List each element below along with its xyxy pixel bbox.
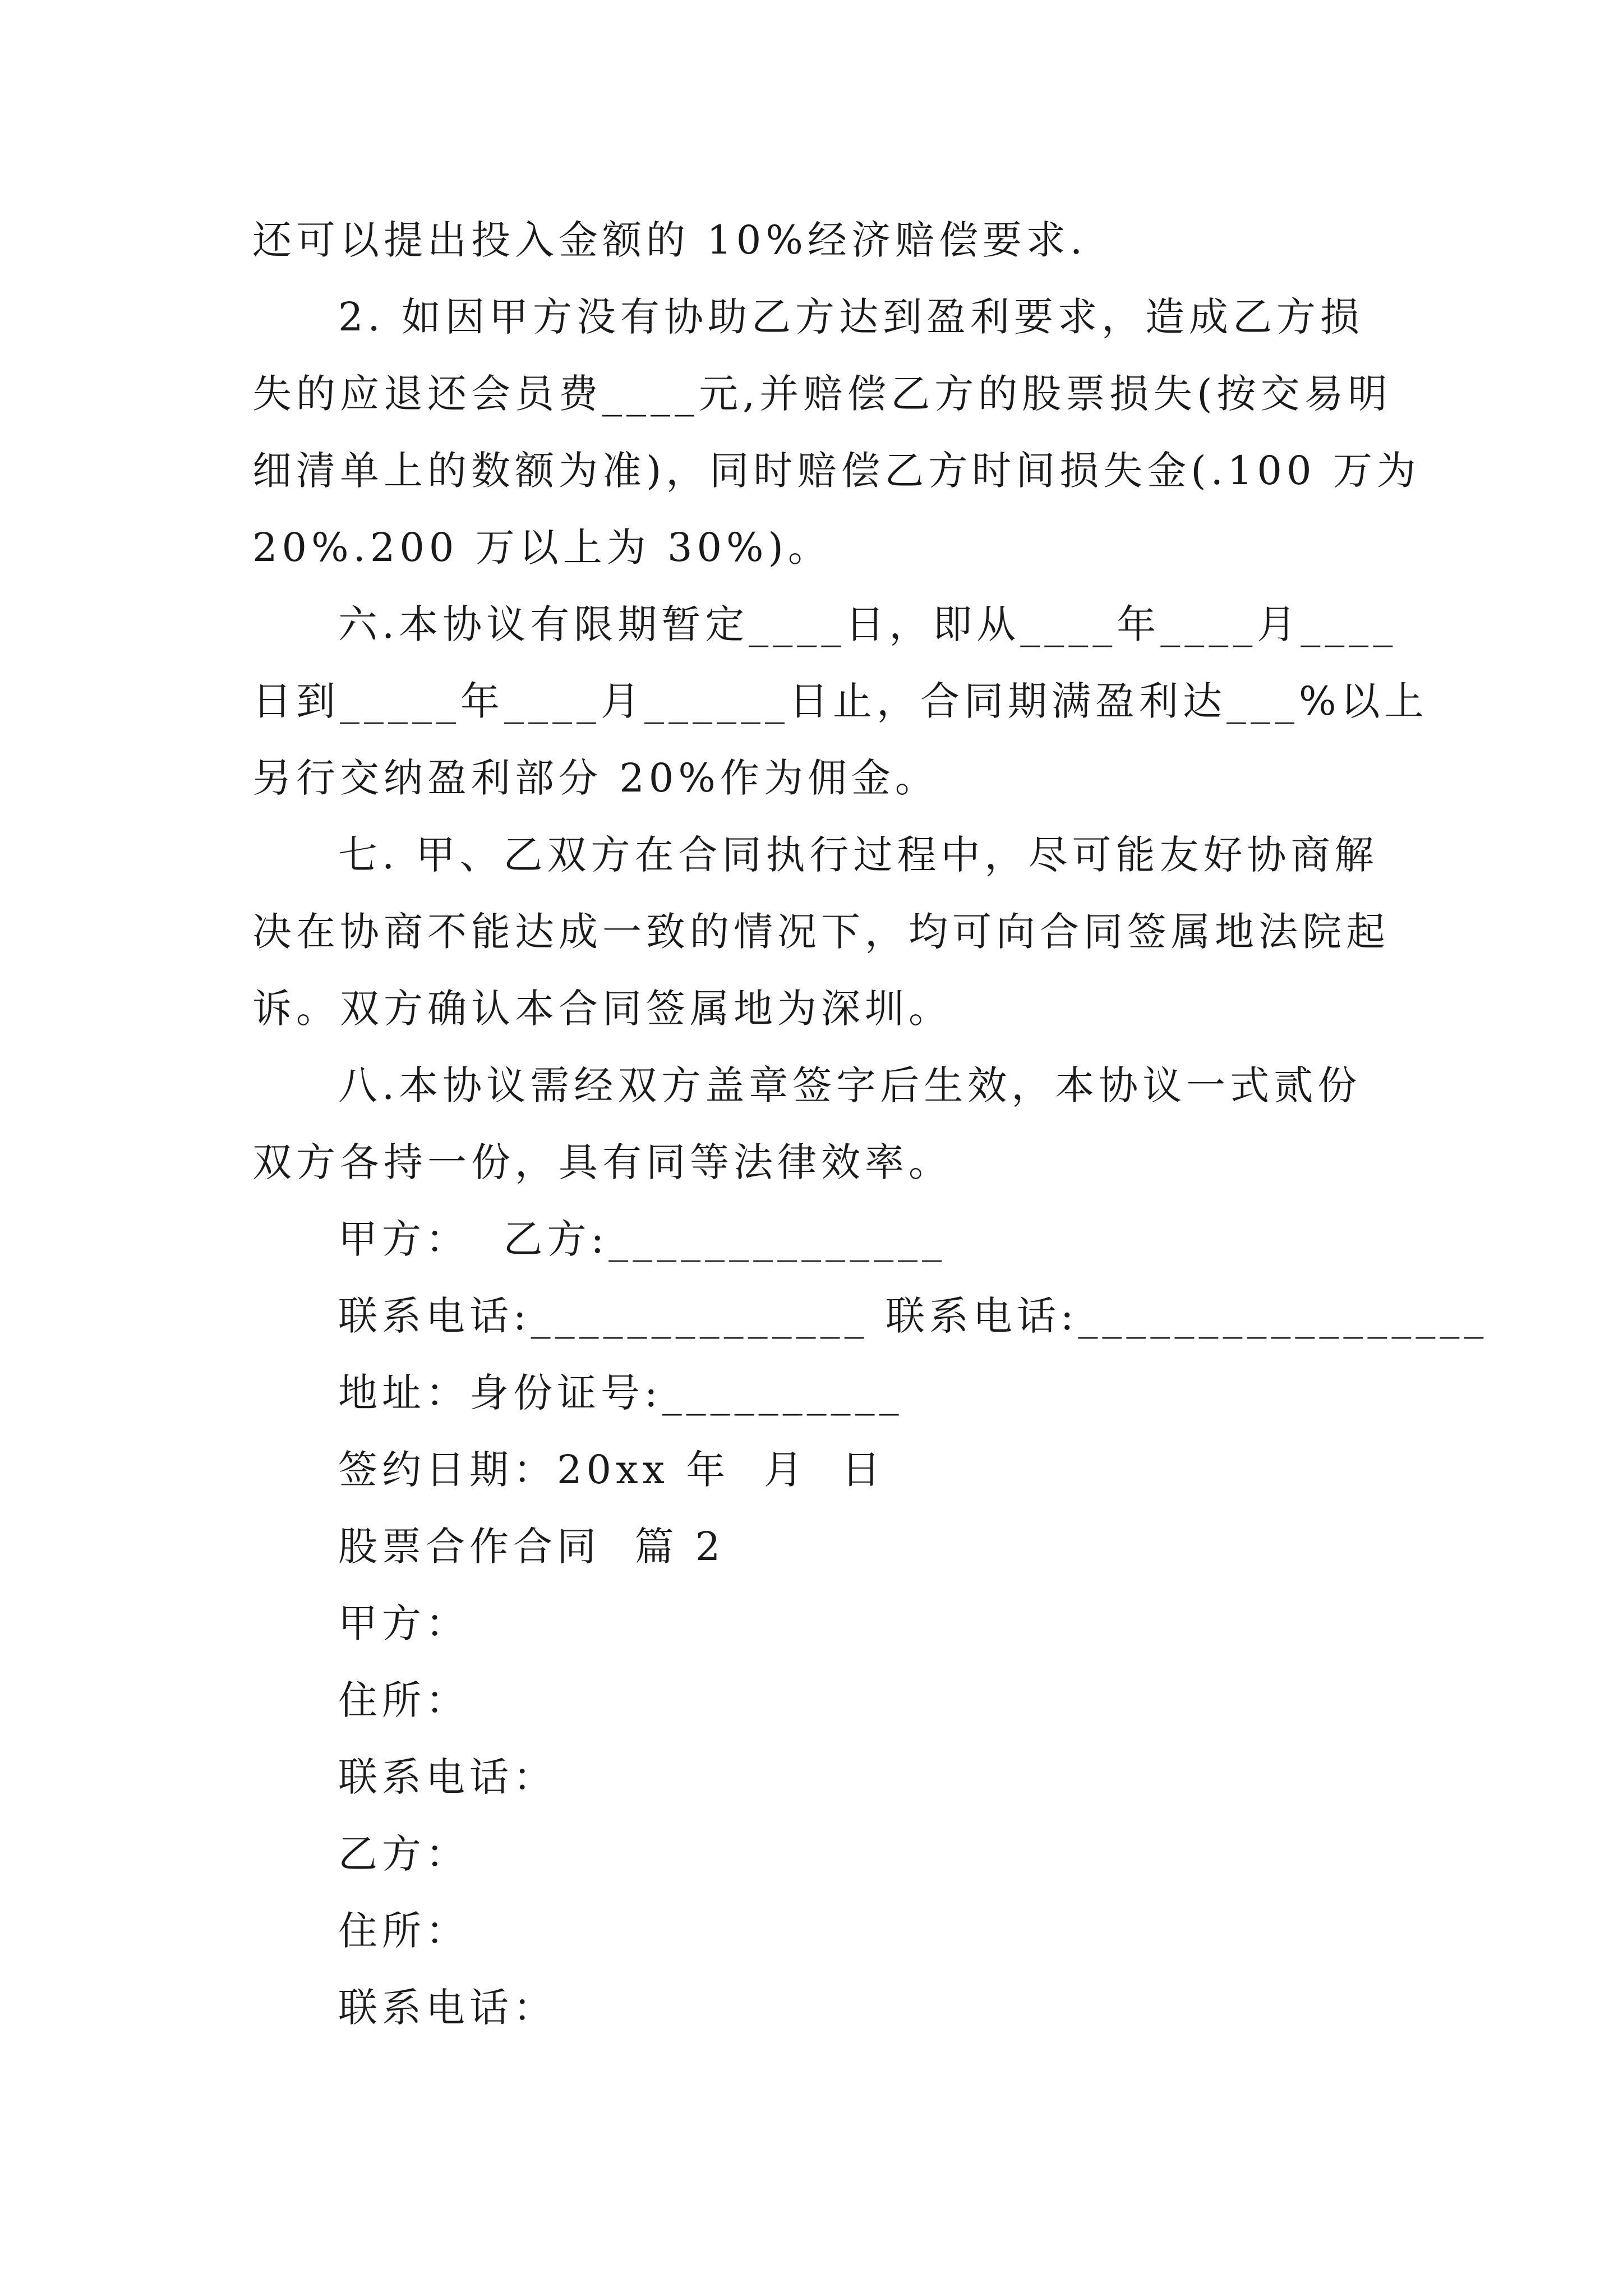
paragraph-line: 2. 如因甲方没有协助乙方达到盈利要求，造成乙方损 (338, 294, 1364, 340)
signing-date-line: 签约日期：20xx 年 月 日 (338, 1447, 886, 1493)
paragraph-line: 双方各持一份，具有同等法律效率。 (252, 1139, 952, 1185)
paragraph-line: 还可以提出投入金额的 10%经济赔偿要求. (252, 217, 1087, 263)
paragraph-line: 决在协商不能达成一致的情况下，均可向合同签属地法院起 (252, 909, 1390, 955)
party-b-label: 乙方： (338, 1831, 469, 1877)
section-heading: 股票合作合同 篇 2 (338, 1524, 725, 1570)
party-a-address-label: 住所： (338, 1677, 469, 1723)
paragraph-line: 另行交纳盈利部分 20%作为佣金。 (252, 755, 939, 801)
paragraph-line: 六.本协议有限期暂定____日，即从____年____月____ (338, 601, 1398, 647)
paragraph-line: 细清单上的数额为准)，同时赔偿乙方时间损失金(.100 万为 (252, 448, 1421, 494)
signature-address-line: 地址：身份证号:__________ (338, 1370, 903, 1416)
paragraph-line: 诉。双方确认本合同签属地为深圳。 (252, 986, 952, 1032)
party-a-phone-label: 联系电话： (338, 1754, 557, 1800)
party-b-phone-label: 联系电话： (338, 1985, 557, 2031)
paragraph-line: 失的应退还会员费____元,并赔偿乙方的股票损失(按交易明 (252, 371, 1392, 417)
party-a-label: 甲方： (338, 1600, 469, 1646)
paragraph-line: 八.本协议需经双方盖章签字后生效，本协议一式贰份 (338, 1062, 1362, 1108)
party-b-address-label: 住所： (338, 1908, 469, 1954)
paragraph-line: 日到_____年____月______日止，合同期满盈利达___%以上 (252, 678, 1428, 724)
signature-phone-line: 联系电话:______________ 联系电话:_________________ (338, 1293, 1488, 1339)
signature-party-line: 甲方： 乙方:______________ (338, 1216, 947, 1262)
paragraph-line: 七. 甲、乙双方在合同执行过程中，尽可能友好协商解 (338, 832, 1378, 878)
paragraph-line: 20%.200 万以上为 30%)。 (252, 524, 832, 570)
